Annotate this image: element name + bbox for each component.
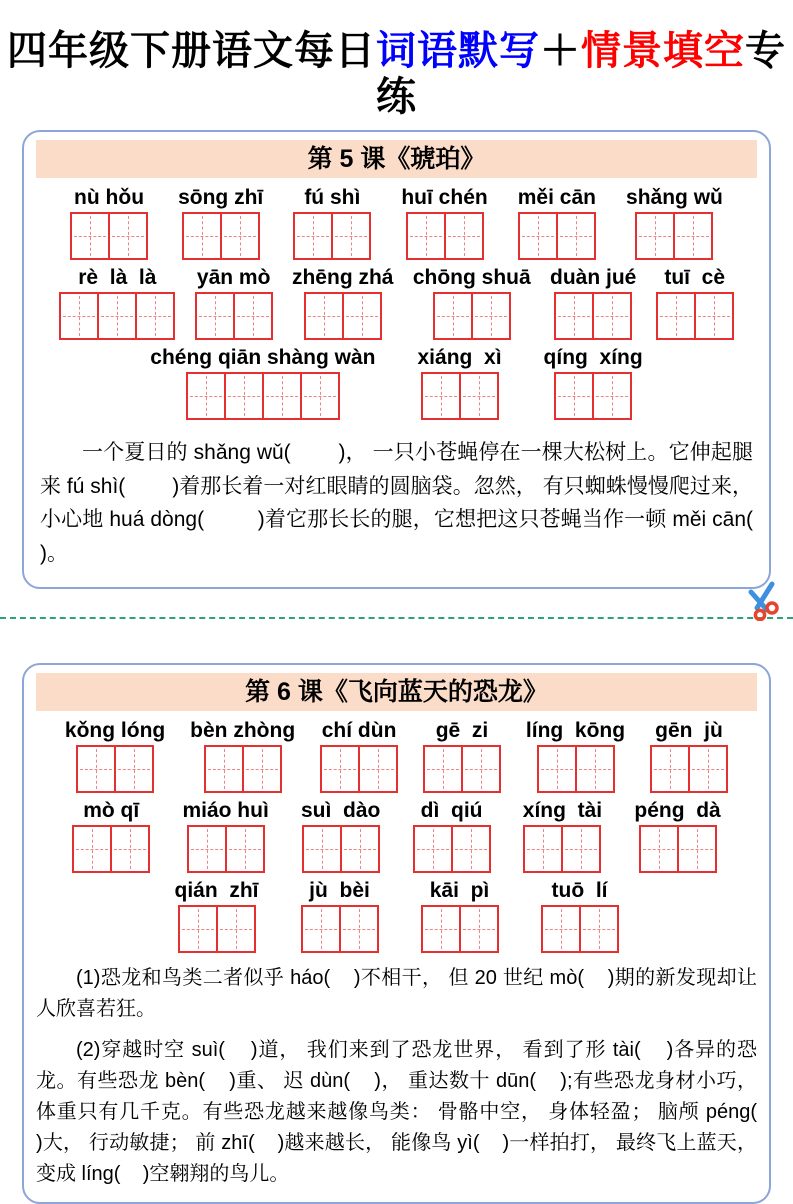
writing-grid [304,292,382,340]
word-item [423,719,501,793]
word-item [182,799,268,873]
worksheet-page [0,28,793,1204]
word-row-3 [34,879,759,953]
writing-grid [186,372,340,420]
grid-cell [471,294,509,338]
grid-cell [78,747,114,791]
pinyin-label: chōng shuā [412,266,531,290]
grid-cell [306,294,342,338]
grid-cell [295,214,331,258]
pinyin-label: qián zhī [174,878,259,902]
fill-in-paragraph-2: (2)穿越时空 suì( )道， 我们来到了恐龙世界， 看到了形 tài( )各异的恐龙。有些恐龙 bèn( )重、 迟 dùn( )， 重达数十 dūn( );有些恐龙身材小巧， 体重只有几千克。有些恐龙越来越像鸟类： 骨骼中空， 身体轻盈； 脑颅 péng( )大， 行动敏捷； 前 zhī( )越来越长， 能像鸟 yì( )一样拍打， 最终飞上蓝天， 变成 líng( )空翱翔的鸟儿。 [36,1038,780,1185]
writing-grid [72,825,150,873]
grid-cell [304,827,340,871]
grid-cell [242,747,280,791]
grid-cell [358,747,396,791]
grid-cell [408,214,444,258]
writing-grid [187,825,265,873]
grid-cell [233,294,271,338]
pinyin-label: suì dào [301,798,381,822]
pinyin-label: sōng zhī [178,186,264,209]
grid-cell [461,747,499,791]
grid-cell [575,747,613,791]
grid-cell [188,374,224,418]
word-item [418,346,502,420]
writing-grid [195,292,273,340]
grid-cell [216,907,254,951]
grid-cell [459,907,497,951]
grid-cell [444,214,482,258]
word-item [293,186,371,260]
pinyin-label: gēn jù [655,718,723,742]
writing-grid [656,292,734,340]
grid-cell [303,907,339,951]
fill-in-paragraph-1: (1)恐龙和鸟类二者似乎 háo( )不相干， 但 20 世纪 mò( )期的新发现却让人欣喜若狂。 [36,966,757,1020]
writing-grid [59,292,175,340]
word-item [178,186,263,260]
grid-cell [97,294,135,338]
word-item [413,799,491,873]
writing-grid [76,745,154,793]
lesson-6-header: 第 6 课《飞向蓝天的恐龙》 [36,673,757,711]
writing-grid [70,212,148,260]
grid-cell [677,827,715,871]
grid-cell [300,374,338,418]
grid-cell [224,374,262,418]
pinyin-label: zhēng zhá [291,266,394,290]
word-item [550,266,636,340]
writing-grid [639,825,717,873]
grid-cell [342,294,380,338]
writing-grid [182,212,260,260]
pinyin-label: xíng tài [522,798,603,822]
grid-cell [425,747,461,791]
grid-cell [72,214,108,258]
pinyin-label: líng kōng [525,718,626,742]
writing-grid [433,292,511,340]
grid-cell [520,214,556,258]
pinyin-label: měi cān [517,186,596,209]
grid-cell [220,214,258,258]
word-item [190,719,295,793]
writing-grid [293,212,371,260]
grid-cell [694,294,732,338]
page-title-segment: 情景填空 [581,29,745,73]
word-item [401,186,487,260]
pinyin-label: rè là là [78,266,157,290]
word-item [544,346,643,420]
writing-grid [413,825,491,873]
writing-grid [406,212,484,260]
word-item [70,186,148,260]
writing-grid [518,212,596,260]
fill-in-paragraph: 一个夏日的 shǎng wǔ( )， 一只小苍蝇停在一棵大松树上。它伸起腿来 fú shì( )着那长着一对红眼睛的圆脑袋。忽然， 有只蜘蛛慢慢爬过来， 小心地 huá dòng( )着它那长长的腿，它想把这只苍蝇当作一顿 měi cān( )。 [40,441,789,566]
grid-cell [184,214,220,258]
word-item [626,186,723,260]
grid-cell [135,294,173,338]
grid-cell [206,747,242,791]
word-row-2 [34,799,759,873]
pinyin-label: yān mò [196,266,271,290]
word-item [72,799,150,873]
grid-cell [592,294,630,338]
writing-grid [635,212,713,260]
grid-cell [658,294,694,338]
grid-cell [415,827,451,871]
writing-grid [541,905,619,953]
grid-cell [110,827,148,871]
grid-cell [556,294,592,338]
pinyin-label: miáo huì [182,798,269,822]
lesson-6-card [22,663,780,1204]
page-title-segment: 专练 [376,29,786,119]
grid-cell [423,907,459,951]
page-title-segment: 词语默写 [376,29,540,73]
scissors-icon [745,581,785,621]
word-item [320,719,398,793]
grid-cell [543,907,579,951]
grid-cell [688,747,726,791]
pinyin-label: mò qī [83,798,140,822]
writing-grid [423,745,501,793]
writing-grid [421,905,499,953]
word-item [65,719,165,793]
cut-line [0,617,793,619]
word-row-2 [34,266,759,340]
pinyin-label: huī chén [401,186,488,209]
grid-cell [331,214,369,258]
pinyin-label: shǎng wǔ [626,186,723,209]
grid-cell [340,827,378,871]
pinyin-label: dì qiú [420,798,483,822]
word-item [650,719,728,793]
grid-cell [423,374,459,418]
writing-grid [537,745,615,793]
writing-grid [523,825,601,873]
writing-grid [178,905,256,953]
pinyin-label: duàn jué [550,266,637,290]
grid-cell [74,827,110,871]
grid-cell [108,214,146,258]
pinyin-label: tuī cè [664,266,726,290]
pinyin-label: tuō lí [551,878,608,902]
word-item [195,266,273,340]
writing-grid [421,372,499,420]
grid-cell [459,374,497,418]
grid-cell [539,747,575,791]
pinyin-label: kǒng lóng [64,718,166,742]
lesson-5-header: 第 5 课《琥珀》 [36,140,757,178]
grid-cell [189,827,225,871]
word-item [541,879,619,953]
word-row-1 [34,186,759,260]
pinyin-label: gē zi [435,718,489,742]
word-item [59,266,175,340]
word-item [656,266,734,340]
grid-cell [451,827,489,871]
grid-cell [197,294,233,338]
writing-grid [650,745,728,793]
writing-grid [554,372,632,420]
grid-cell [225,827,263,871]
page-title-segment: ＋ [540,29,581,73]
word-item [292,266,394,340]
page-title-segment: 四年级下册语文每日 [7,29,376,73]
pinyin-label: jù bèi [309,878,370,902]
grid-cell [525,827,561,871]
writing-grid [320,745,398,793]
word-item [526,719,625,793]
lesson-5-card [22,130,789,589]
pinyin-label: xiáng xì [417,346,502,370]
grid-cell [641,827,677,871]
word-item [150,346,375,420]
grid-cell [556,374,592,418]
grid-cell [322,747,358,791]
word-item [421,879,499,953]
pinyin-label: nù hǒu [74,186,145,209]
word-item [518,186,596,260]
pinyin-label: chí dùn [321,718,397,742]
word-item [523,799,602,873]
writing-grid [554,292,632,340]
grid-cell [561,827,599,871]
word-row-1 [34,719,759,793]
grid-cell [114,747,152,791]
writing-grid [204,745,282,793]
pinyin-label: fú shì [304,186,361,209]
grid-cell [592,374,630,418]
grid-cell [652,747,688,791]
grid-cell [435,294,471,338]
pinyin-label: péng dà [634,798,721,822]
grid-cell [180,907,216,951]
word-item [634,799,720,873]
page-title [0,28,793,120]
pinyin-label: qíng xíng [543,346,643,370]
word-item [413,266,531,340]
word-row-3 [34,346,759,420]
grid-cell [579,907,617,951]
grid-cell [262,374,300,418]
pinyin-label: bèn zhòng [190,718,296,742]
word-item [175,879,259,953]
grid-cell [637,214,673,258]
writing-grid [302,825,380,873]
grid-cell [61,294,97,338]
pinyin-label: kāi pì [429,878,490,902]
grid-cell [556,214,594,258]
grid-cell [673,214,711,258]
pinyin-label: chéng qiān shàng wàn [150,346,376,370]
word-item [301,799,380,873]
grid-cell [339,907,377,951]
writing-grid [301,905,379,953]
word-item [301,879,379,953]
